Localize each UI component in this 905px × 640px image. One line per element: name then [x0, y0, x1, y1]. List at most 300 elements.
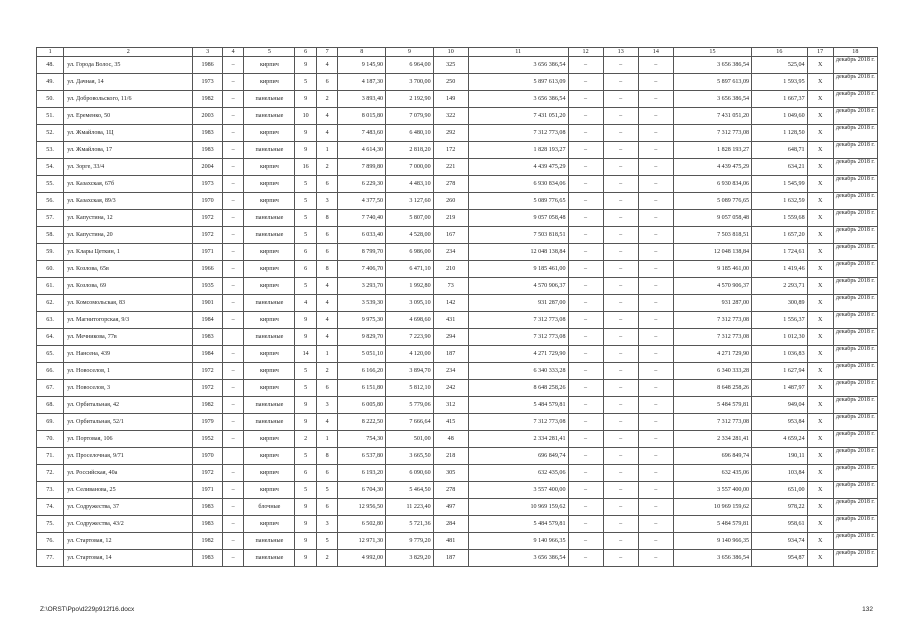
table-cell: –	[638, 210, 673, 227]
schedule-cell: декабрь 2018 г.	[833, 414, 877, 431]
housing-register-table	[36, 47, 878, 567]
table-cell: 219	[433, 210, 468, 227]
address-cell: ул. Козлова, 69	[64, 278, 193, 295]
table-cell: 60.	[37, 261, 64, 278]
table-cell: –	[638, 397, 673, 414]
schedule-cell: декабрь 2018 г.	[833, 499, 877, 516]
table-cell: –	[568, 176, 603, 193]
table-cell: –	[568, 74, 603, 91]
table-row	[37, 176, 878, 193]
table-cell: –	[568, 380, 603, 397]
table-cell: –	[603, 125, 638, 142]
table-header-row	[37, 48, 878, 57]
table-cell: –	[603, 227, 638, 244]
table-cell: –	[568, 244, 603, 261]
table-cell: –	[222, 210, 244, 227]
table-cell: 294	[433, 329, 468, 346]
table-cell: 1 036,83	[752, 346, 808, 363]
table-cell: Х	[807, 193, 833, 210]
table-cell: 8	[316, 210, 338, 227]
table-cell: 1983	[193, 516, 222, 533]
table-cell: кирпич	[244, 380, 295, 397]
schedule-cell: декабрь 2018 г.	[833, 261, 877, 278]
table-cell: 1971	[193, 244, 222, 261]
table-cell: –	[638, 516, 673, 533]
table-cell: 632 435,06	[673, 465, 751, 482]
table-cell: 696 849,74	[468, 448, 568, 465]
table-cell: 4	[316, 108, 338, 125]
table-cell: Х	[807, 346, 833, 363]
table-cell: 6 005,80	[338, 397, 386, 414]
table-cell: Х	[807, 516, 833, 533]
table-row	[37, 448, 878, 465]
table-cell: 525,04	[752, 57, 808, 74]
table-cell: 1 657,20	[752, 227, 808, 244]
table-cell: 5 484 579,81	[468, 397, 568, 414]
table-cell: 10 969 159,62	[468, 499, 568, 516]
table-cell: –	[222, 261, 244, 278]
column-number-header: 13	[603, 48, 638, 57]
table-cell: 3 829,20	[386, 550, 434, 567]
column-number-header: 9	[386, 48, 434, 57]
table-cell: 6 166,20	[338, 363, 386, 380]
table-cell: –	[603, 91, 638, 108]
table-cell: Х	[807, 431, 833, 448]
table-cell: –	[568, 142, 603, 159]
address-cell: ул. Российская, 40а	[64, 465, 193, 482]
table-cell: 9 140 966,35	[673, 533, 751, 550]
table-cell: 7 312 773,08	[468, 125, 568, 142]
table-cell: –	[603, 244, 638, 261]
table-cell: –	[638, 159, 673, 176]
table-cell: 167	[433, 227, 468, 244]
table-cell: 210	[433, 261, 468, 278]
table-cell: 6 340 333,28	[468, 363, 568, 380]
table-cell: 1972	[193, 227, 222, 244]
table-cell: –	[568, 57, 603, 74]
table-cell: 55.	[37, 176, 64, 193]
table-cell: 284	[433, 516, 468, 533]
table-cell: 1986	[193, 57, 222, 74]
table-cell: 71.	[37, 448, 64, 465]
table-row	[37, 482, 878, 499]
column-number-header: 5	[244, 48, 295, 57]
table-cell: 74.	[37, 499, 64, 516]
table-cell: 6	[295, 465, 317, 482]
table-cell: 1 593,95	[752, 74, 808, 91]
table-cell: –	[222, 533, 244, 550]
table-cell: 8	[316, 448, 338, 465]
table-cell: Х	[807, 91, 833, 108]
table-cell: 9	[295, 312, 317, 329]
table-cell: 3	[316, 193, 338, 210]
table-cell: –	[568, 448, 603, 465]
table-cell: –	[638, 346, 673, 363]
table-cell: 1 828 193,27	[468, 142, 568, 159]
table-cell: –	[568, 465, 603, 482]
table-cell: 76.	[37, 533, 64, 550]
table-cell: 958,61	[752, 516, 808, 533]
table-cell: 5 484 579,81	[673, 397, 751, 414]
table-cell: 1 545,99	[752, 176, 808, 193]
table-cell: 7 312 773,08	[673, 329, 751, 346]
table-cell: 1 632,59	[752, 193, 808, 210]
column-number-header: 15	[673, 48, 751, 57]
table-cell: 5	[295, 482, 317, 499]
table-cell: 5	[316, 482, 338, 499]
table-cell: 14	[295, 346, 317, 363]
address-cell: ул. Жмайлова, 1Ц	[64, 125, 193, 142]
table-cell: 7 312 773,08	[673, 312, 751, 329]
table-cell: 6	[316, 244, 338, 261]
table-cell: 2	[295, 431, 317, 448]
table-cell: 3 893,40	[338, 91, 386, 108]
schedule-cell: декабрь 2018 г.	[833, 550, 877, 567]
table-cell: –	[603, 380, 638, 397]
table-cell: 1	[316, 431, 338, 448]
table-cell: 12 048 138,84	[468, 244, 568, 261]
table-cell: –	[222, 108, 244, 125]
table-cell: –	[603, 516, 638, 533]
address-cell: ул. Селиванова, 25	[64, 482, 193, 499]
table-cell: 48	[433, 431, 468, 448]
table-cell: –	[638, 142, 673, 159]
table-cell: 6 930 834,06	[673, 176, 751, 193]
table-cell: 312	[433, 397, 468, 414]
address-cell: ул. Козлова, 65в	[64, 261, 193, 278]
table-cell: 6 033,40	[338, 227, 386, 244]
table-cell: –	[603, 176, 638, 193]
table-cell: Х	[807, 499, 833, 516]
table-cell: Х	[807, 533, 833, 550]
table-cell: 7 079,90	[386, 108, 434, 125]
table-cell: 103,84	[752, 465, 808, 482]
table-cell: 1982	[193, 397, 222, 414]
table-cell: –	[222, 414, 244, 431]
table-cell: –	[603, 159, 638, 176]
table-cell: 77.	[37, 550, 64, 567]
table-cell: 1979	[193, 414, 222, 431]
table-cell: 1971	[193, 482, 222, 499]
table-row	[37, 227, 878, 244]
table-cell: 10 969 159,62	[673, 499, 751, 516]
table-cell: 16	[295, 159, 317, 176]
table-cell: 497	[433, 499, 468, 516]
table-cell: 3	[316, 397, 338, 414]
table-cell: 1952	[193, 431, 222, 448]
table-cell: 931 287,00	[468, 295, 568, 312]
schedule-cell: декабрь 2018 г.	[833, 516, 877, 533]
table-cell: 6	[295, 244, 317, 261]
schedule-cell: декабрь 2018 г.	[833, 397, 877, 414]
address-cell: ул. Зорге, 33/4	[64, 159, 193, 176]
table-cell: 7 503 818,51	[468, 227, 568, 244]
table-cell: –	[222, 295, 244, 312]
table-cell: 9	[295, 516, 317, 533]
table-cell: 6 480,10	[386, 125, 434, 142]
table-cell: 954,87	[752, 550, 808, 567]
address-cell: ул. Нансена, 439	[64, 346, 193, 363]
table-cell: 1 419,46	[752, 261, 808, 278]
table-cell: 5	[295, 380, 317, 397]
table-row	[37, 74, 878, 91]
table-cell: 1 627,94	[752, 363, 808, 380]
table-row	[37, 533, 878, 550]
table-cell: 68.	[37, 397, 64, 414]
table-cell: –	[568, 261, 603, 278]
table-cell: 75.	[37, 516, 64, 533]
table-cell: 5 897 613,09	[673, 74, 751, 91]
table-cell: панельные	[244, 397, 295, 414]
schedule-cell: декабрь 2018 г.	[833, 312, 877, 329]
table-cell: 1984	[193, 312, 222, 329]
table-cell: –	[222, 142, 244, 159]
table-cell: 250	[433, 74, 468, 91]
table-cell: 5	[316, 533, 338, 550]
table-cell: 2	[316, 159, 338, 176]
table-cell: –	[603, 329, 638, 346]
address-cell: ул. Добровольского, 11/6	[64, 91, 193, 108]
table-cell: 1 049,60	[752, 108, 808, 125]
address-cell: ул. Казахская, 89/3	[64, 193, 193, 210]
table-cell: 9 185 461,00	[468, 261, 568, 278]
table-cell: –	[222, 244, 244, 261]
schedule-cell: декабрь 2018 г.	[833, 380, 877, 397]
table-cell: –	[603, 414, 638, 431]
table-cell: 431	[433, 312, 468, 329]
table-cell: 949,04	[752, 397, 808, 414]
table-cell: 1 128,50	[752, 125, 808, 142]
table-cell: 51.	[37, 108, 64, 125]
table-cell: 4 570 906,37	[673, 278, 751, 295]
table-cell: Х	[807, 278, 833, 295]
table-cell: 7 431 051,20	[468, 108, 568, 125]
table-cell: 6	[295, 261, 317, 278]
table-cell: 2 334 281,41	[673, 431, 751, 448]
table-cell: 6 229,30	[338, 176, 386, 193]
table-row	[37, 499, 878, 516]
table-cell: –	[638, 57, 673, 74]
schedule-cell: декабрь 2018 г.	[833, 448, 877, 465]
table-cell: 3 656 386,54	[673, 550, 751, 567]
table-cell: 12 956,50	[338, 499, 386, 516]
table-cell: 61.	[37, 278, 64, 295]
table-cell: –	[638, 74, 673, 91]
table-cell: 1983	[193, 550, 222, 567]
schedule-cell: декабрь 2018 г.	[833, 210, 877, 227]
column-number-header: 12	[568, 48, 603, 57]
table-cell: 9 779,20	[386, 533, 434, 550]
table-cell: 63.	[37, 312, 64, 329]
table-cell	[222, 448, 244, 465]
table-cell: 2 818,20	[386, 142, 434, 159]
table-cell: –	[568, 159, 603, 176]
address-cell: ул. Содружества, 37	[64, 499, 193, 516]
table-cell: –	[603, 550, 638, 567]
table-cell: 1 556,37	[752, 312, 808, 329]
table-cell: панельные	[244, 295, 295, 312]
table-cell: 5	[295, 363, 317, 380]
table-cell: –	[603, 465, 638, 482]
address-cell: ул. Стартовая, 12	[64, 533, 193, 550]
table-cell: 72.	[37, 465, 64, 482]
table-cell: 3 656 386,54	[673, 91, 751, 108]
table-cell: –	[603, 108, 638, 125]
table-cell: 187	[433, 346, 468, 363]
table-cell: –	[638, 550, 673, 567]
table-cell: 3 557 400,00	[468, 482, 568, 499]
table-cell: 52.	[37, 125, 64, 142]
table-row	[37, 142, 878, 159]
table-cell: Х	[807, 465, 833, 482]
table-cell: 9	[295, 329, 317, 346]
table-cell: кирпич	[244, 176, 295, 193]
schedule-cell: декабрь 2018 г.	[833, 108, 877, 125]
table-cell: кирпич	[244, 74, 295, 91]
table-cell: 7 503 818,51	[673, 227, 751, 244]
schedule-cell: декабрь 2018 г.	[833, 57, 877, 74]
address-cell: ул. Комсомольская, 83	[64, 295, 193, 312]
address-cell: ул. Мечникова, 77в	[64, 329, 193, 346]
table-cell: 6 193,20	[338, 465, 386, 482]
table-cell: 3 557 400,00	[673, 482, 751, 499]
table-cell: 953,84	[752, 414, 808, 431]
table-cell: –	[568, 346, 603, 363]
table-cell: 6 537,80	[338, 448, 386, 465]
table-cell: –	[638, 312, 673, 329]
table-cell: –	[638, 482, 673, 499]
table-cell: –	[603, 499, 638, 516]
table-cell: –	[638, 244, 673, 261]
table-cell: –	[568, 125, 603, 142]
table-cell: 4	[316, 125, 338, 142]
table-cell: 1982	[193, 533, 222, 550]
column-number-header: 8	[338, 48, 386, 57]
schedule-cell: декабрь 2018 г.	[833, 329, 877, 346]
table-cell: 6 964,00	[386, 57, 434, 74]
table-cell: 73.	[37, 482, 64, 499]
table-cell: 1935	[193, 278, 222, 295]
table-cell: 754,30	[338, 431, 386, 448]
table-cell: Х	[807, 329, 833, 346]
table-cell: 8 799,70	[338, 244, 386, 261]
address-cell: ул. Новоселов, 1	[64, 363, 193, 380]
table-cell: –	[568, 329, 603, 346]
table-cell: –	[222, 482, 244, 499]
table-cell: 1983	[193, 329, 222, 346]
table-cell: –	[222, 465, 244, 482]
address-cell: ул. Города Волос, 35	[64, 57, 193, 74]
table-cell: 501,00	[386, 431, 434, 448]
table-cell: 172	[433, 142, 468, 159]
table-cell: 1973	[193, 176, 222, 193]
table-cell: 9	[295, 125, 317, 142]
table-cell: –	[568, 108, 603, 125]
table-cell: 260	[433, 193, 468, 210]
table-cell: 4 187,30	[338, 74, 386, 91]
table-cell: 5 051,10	[338, 346, 386, 363]
table-cell: 1983	[193, 125, 222, 142]
schedule-cell: декабрь 2018 г.	[833, 295, 877, 312]
table-cell: –	[222, 363, 244, 380]
table-row	[37, 397, 878, 414]
table-cell: 4	[316, 295, 338, 312]
table-cell: 6	[316, 227, 338, 244]
table-cell: 3 656 386,54	[673, 57, 751, 74]
table-cell: –	[222, 91, 244, 108]
address-cell: ул. Орбитальная, 52/1	[64, 414, 193, 431]
table-cell: 9	[295, 142, 317, 159]
table-cell: 415	[433, 414, 468, 431]
table-cell: 73	[433, 278, 468, 295]
table-cell: 5	[295, 193, 317, 210]
column-number-header: 17	[807, 48, 833, 57]
table-cell: 1 992,80	[386, 278, 434, 295]
table-cell: 142	[433, 295, 468, 312]
table-cell: 3 665,50	[386, 448, 434, 465]
table-cell: –	[222, 125, 244, 142]
table-cell: 3 656 386,54	[468, 91, 568, 108]
table-cell: 4	[316, 57, 338, 74]
table-row	[37, 57, 878, 74]
table-cell: 4 439 475,29	[673, 159, 751, 176]
table-cell: –	[568, 278, 603, 295]
table-cell: –	[222, 550, 244, 567]
table-cell: Х	[807, 227, 833, 244]
table-cell: 5	[295, 176, 317, 193]
footer-file-path: Z:\ORST\Ppo\d229p912f16.docx	[40, 606, 135, 613]
table-cell: Х	[807, 176, 833, 193]
column-number-header: 10	[433, 48, 468, 57]
table-cell: кирпич	[244, 431, 295, 448]
table-cell: 9	[295, 397, 317, 414]
table-cell: 5 089 776,65	[673, 193, 751, 210]
table-cell: –	[568, 227, 603, 244]
table-row	[37, 414, 878, 431]
table-cell: 149	[433, 91, 468, 108]
table-cell: 1	[316, 346, 338, 363]
table-row	[37, 312, 878, 329]
table-cell: 2004	[193, 159, 222, 176]
table-cell: 300,89	[752, 295, 808, 312]
table-cell: –	[638, 465, 673, 482]
table-cell: 9 185 461,00	[673, 261, 751, 278]
table-cell: –	[603, 448, 638, 465]
table-cell: 4 614,30	[338, 142, 386, 159]
table-cell: 59.	[37, 244, 64, 261]
table-cell: кирпич	[244, 159, 295, 176]
table-cell: 9 145,90	[338, 57, 386, 74]
column-number-header: 16	[752, 48, 808, 57]
table-cell: 67.	[37, 380, 64, 397]
table-cell: Х	[807, 363, 833, 380]
table-cell: 325	[433, 57, 468, 74]
address-cell: ул. Орбитальная, 42	[64, 397, 193, 414]
table-row	[37, 329, 878, 346]
address-cell: ул. Еременко, 50	[64, 108, 193, 125]
table-cell: 1970	[193, 193, 222, 210]
table-row	[37, 108, 878, 125]
table-cell: 10	[295, 108, 317, 125]
table-cell: 56.	[37, 193, 64, 210]
table-cell: 49.	[37, 74, 64, 91]
table-cell: 6 930 834,06	[468, 176, 568, 193]
address-cell: ул. Магнитогорская, 9/3	[64, 312, 193, 329]
table-row	[37, 261, 878, 278]
table-cell: 1 487,97	[752, 380, 808, 397]
table-cell: –	[568, 210, 603, 227]
table-cell: –	[222, 227, 244, 244]
